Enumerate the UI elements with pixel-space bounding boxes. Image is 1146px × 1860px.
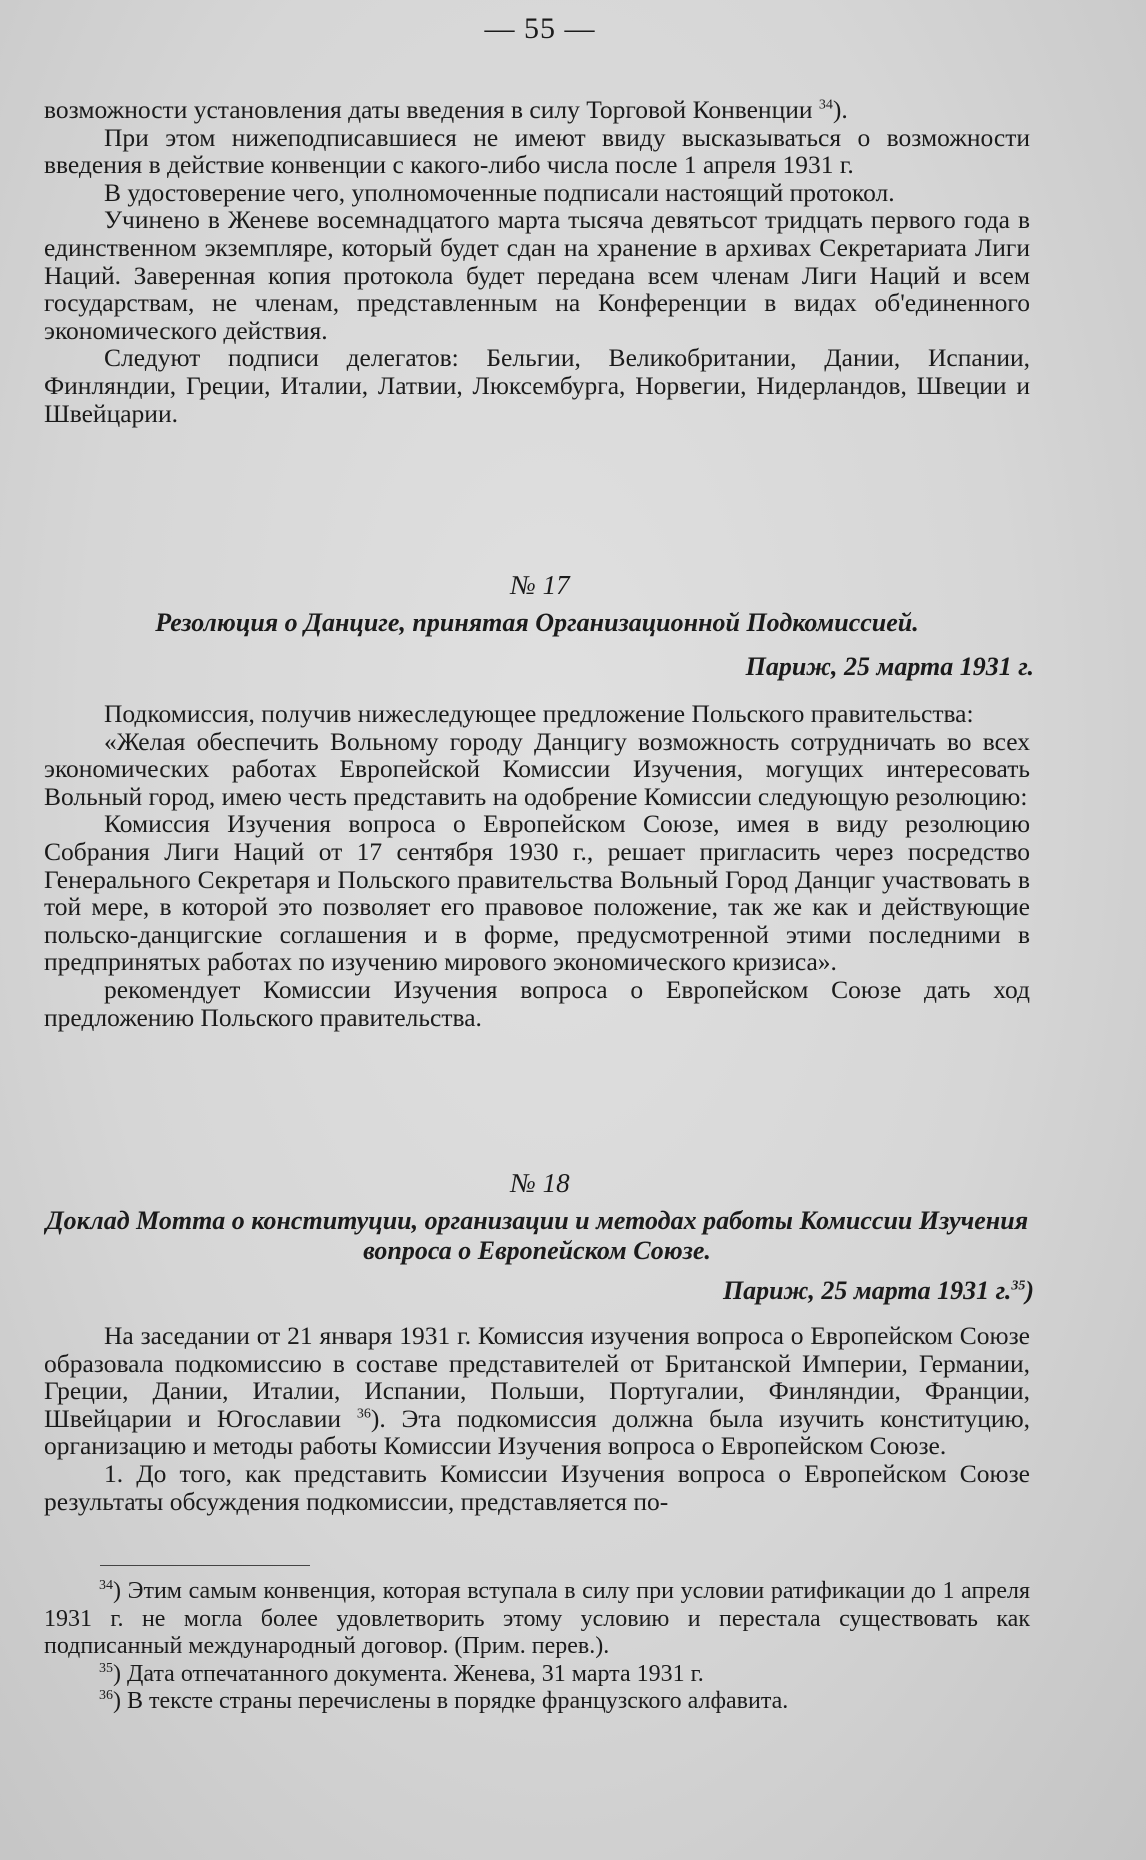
paragraph: Комиссия Изучения вопроса о Европейском Союзе, имея в виду резолюцию Собрания Лиги Наций от 17 сентября 1930 г., решает пригласить через посредство Генерального Секретаря и Польского правительства Вольный Город Данциг участвовать в той мере, в которой это позволяет его правовое положение, так же как и действующие польско-данцигские соглашения и в форме, предусмотренной этими последними в предпринятых работах по изучению мирового экономического кризиса». [44, 809, 1030, 977]
doc-17-title: Резолюция о Данциге, принятая Организационной Подкомиссией. [155, 608, 919, 637]
footnote-ref: 36 [356, 1406, 371, 1422]
paragraph: На заседании от 21 января 1931 г. Комиссия изучения вопроса о Европейском Союзе образовала подкомиссию в составе представителей от Британской Империи, Германии, Греции, Дании, Италии, Испании, Польши, Португалии, Финляндии, Франции, Швейцарии и Югославии $^{36}$). Эта подкомиссия должна была изучить конституцию, организацию и методы работы Комиссии Изучения вопроса о Европейском Союзе. [44, 1321, 1031, 1461]
footnotes [44, 1578, 1030, 1716]
paragraph: Учинено в Женеве восемнадцатого марта тысяча девятьсот тридцать первого года в единственном экземпляре, который будет сдан на хранение в архивах Секретариата Лиги Наций. Заверенная копия протокола будет передана всем членам Лиги Наций и всем государствам, не членам, представленным на Конференции в видах об'единенного экономического действия. [44, 205, 1030, 345]
paragraph: В удостоверение чего, уполномоченные подписали настоящий протокол. [104, 177, 895, 207]
doc-18-number: № 18 [510, 1168, 570, 1198]
paragraph: Следуют подписи делегатов: Бельгии, Великобритании, Дании, Испании, Финляндии, Греции, Италии, Латвии, Люксембурга, Норвегии, Нидерландов, Швеции и Швейцарии. [44, 343, 1030, 428]
doc-18-title: Доклад Мотта о конституции, организации и методах работы Комиссии Изучения вопроса о Европейском Союзе. [45, 1206, 1029, 1265]
paragraph: 1. До того, как представить Комиссии Изучения вопроса о Европейском Союзе результаты обсуждения подкомиссии, представляется по- [44, 1458, 1030, 1516]
footnote: $^{34}$) Этим самым конвенция, которая вступала в силу при условии ратификации до 1 апреля 1931 г. не могла более удовлетворить этому условию и перестала существовать как подписанный международный договор. (Прим. перев.). [44, 1578, 1030, 1660]
footnote-divider [100, 1565, 310, 1566]
footnote: $^{35}$) Дата отпечатанного документа. Женева, 31 марта 1931 г. [99, 1660, 704, 1687]
footnote-ref: 35 [1011, 1278, 1026, 1294]
doc-17-number: № 17 [510, 570, 570, 600]
doc-18-body [44, 1322, 1030, 1515]
footnote-ref: 34 [818, 97, 833, 113]
doc-18-place-date: Париж, 25 марта 1931 г.$^{35}$) [722, 1276, 1034, 1305]
page-number: — 55 — [484, 12, 596, 45]
paragraph: рекомендует Комиссии Изучения вопроса о Европейском Союзе дать ход предложению Польского правительства. [44, 974, 1030, 1032]
doc-17-place-date: Париж, 25 марта 1931 г. [745, 652, 1034, 681]
paragraph: При этом нижеподписавшиеся не имеют ввиду высказываться о возможности введения в действие конвенции с какого-либо числа после 1 апреля 1931 г. [44, 122, 1030, 180]
protocol-continuation [44, 96, 1030, 427]
paragraph: Подкомиссия, получив нижеследующее предложение Польского правительства: [104, 699, 974, 728]
footnote: $^{36}$) В тексте страны перечислены в порядке французского алфавита. [99, 1688, 789, 1715]
paragraph: возможности установления даты введения в силу Торговой Конвенции $^{34}$). [44, 95, 848, 124]
doc-17-body [44, 700, 1030, 1031]
paragraph: «Желая обеспечить Вольному городу Данцигу возможность сотрудничать во всех экономических работах Европейской Комиссии Изучения, могущих интересовать Вольный город, имею честь представить на одобрение Комиссии следующую резолюцию: [44, 726, 1030, 811]
